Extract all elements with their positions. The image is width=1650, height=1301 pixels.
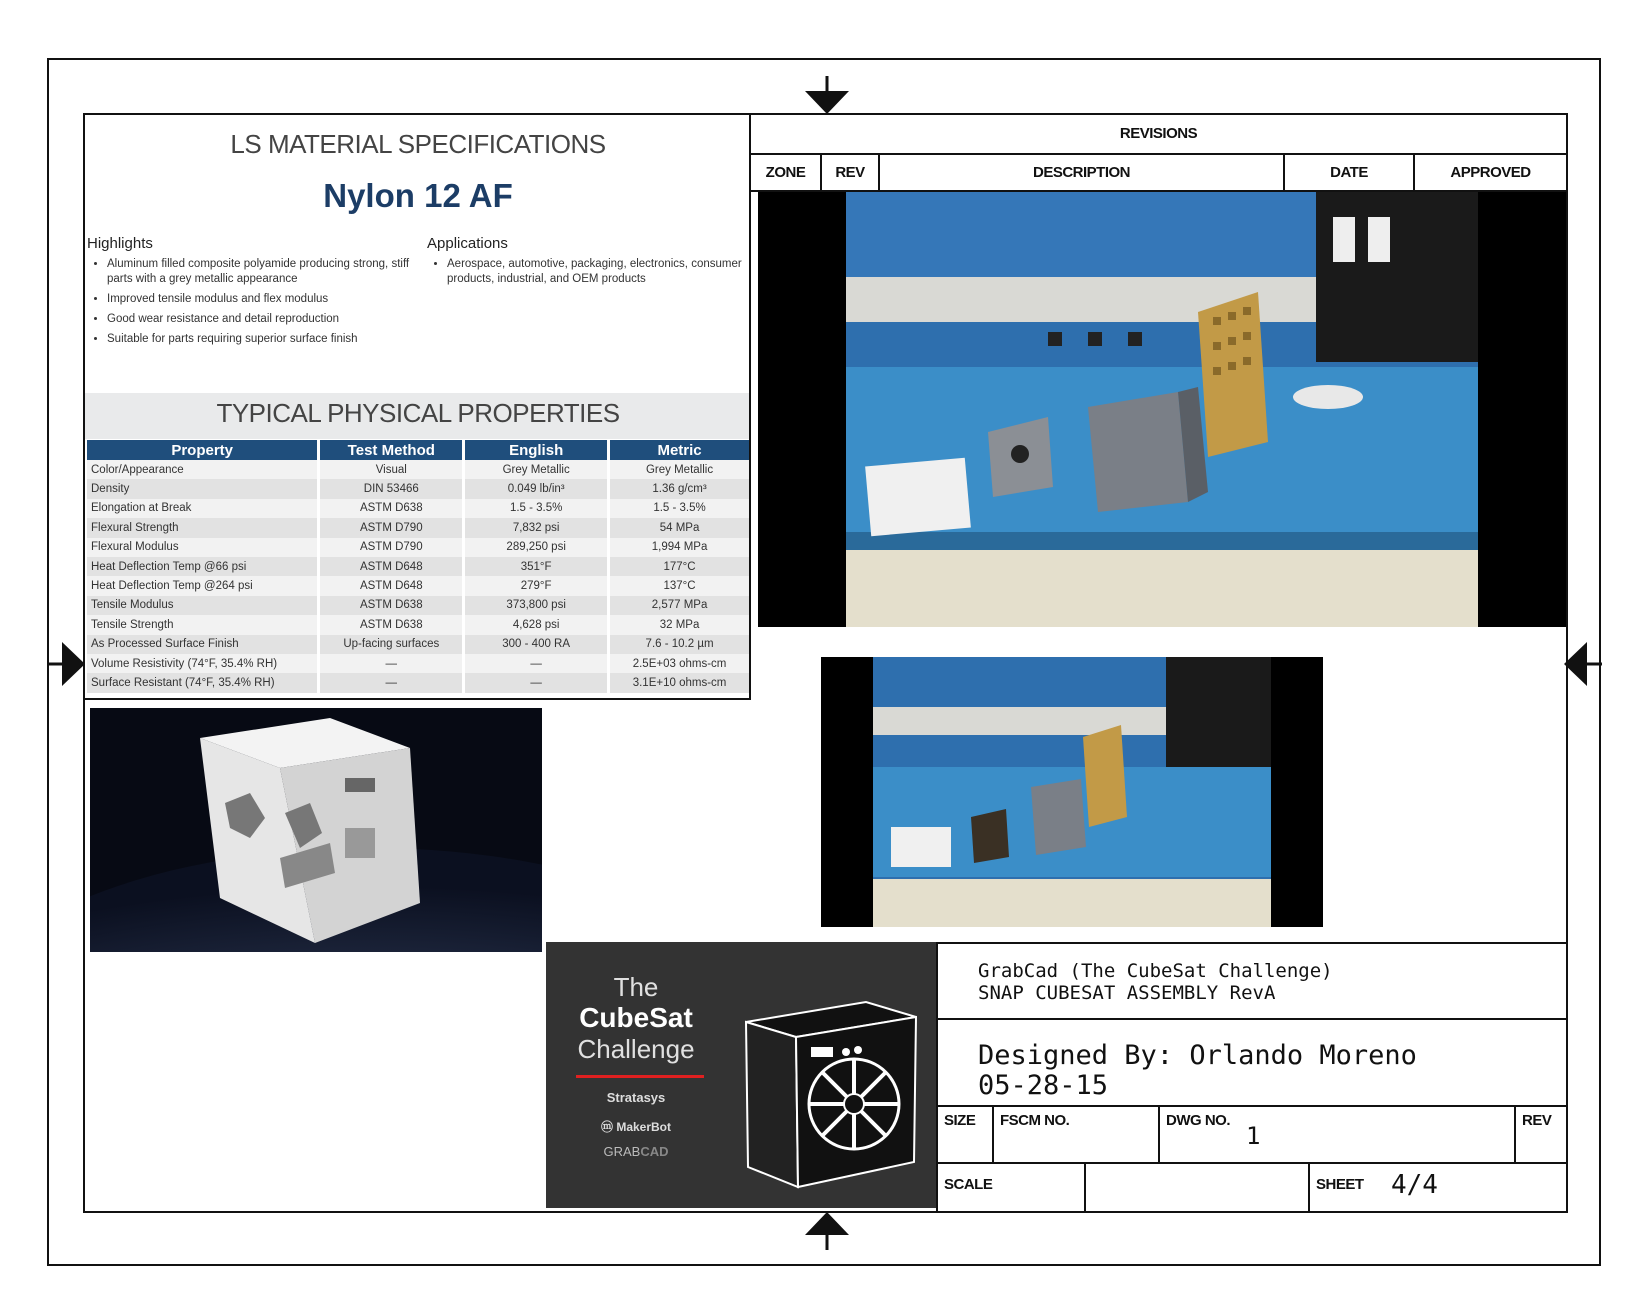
highlights-list [87,257,437,352]
table-row [87,596,749,615]
property-cell: Color/Appearance [87,460,319,479]
logo-accent-rule [576,1075,704,1078]
english-cell: 0.049 lb/in³ [464,479,609,498]
list-item: • Aerospace, automotive, packaging, electronics, consumer products, industrial, and OEM products [447,257,747,287]
lab-photo-small [821,657,1323,927]
metric-cell: 1.36 g/cm³ [609,479,749,498]
table-row [87,518,749,537]
metric-cell: 1.5 - 3.5% [609,499,749,518]
metric-cell: 3.1E+10 ohms-cm [609,673,749,692]
sponsor-makerbot: ⓜ MakerBot [600,1120,672,1134]
metric-cell: 7.6 - 10.2 µm [609,635,749,654]
english-cell: 289,250 psi [464,538,609,557]
metric-cell: Grey Metallic [609,460,749,479]
rev-col-zone: ZONE [751,155,822,190]
test-method-cell: DIN 53466 [319,479,464,498]
test-method-cell: ASTM D790 [319,538,464,557]
test-method-cell: ASTM D638 [319,596,464,615]
metric-cell: 54 MPa [609,518,749,537]
test-method-cell: ASTM D638 [319,499,464,518]
table-row [87,460,749,479]
metric-cell: 2,577 MPa [609,596,749,615]
size-label: SIZE [944,1112,976,1129]
property-cell: As Processed Surface Finish [87,635,319,654]
property-cell: Tensile Modulus [87,596,319,615]
english-cell: 1.5 - 3.5% [464,499,609,518]
test-method-cell: ASTM D648 [319,576,464,595]
cubesat-line-art-icon [736,992,926,1192]
designer: Designed By: Orlando Moreno [978,1040,1417,1071]
sponsor-stratasys: Stratasys [606,1090,666,1105]
lab-photo-large [758,192,1566,627]
table-row [87,673,749,692]
sponsor-grabcad: GRABCAD [603,1144,669,1159]
properties-title: TYPICAL PHYSICAL PROPERTIES [216,398,620,428]
col-header-property: Property [87,440,319,460]
rev-col-approved: APPROVED [1450,164,1531,181]
spec-title: LS MATERIAL SPECIFICATIONS [230,129,606,159]
sheet-number: 4/4 [1391,1170,1438,1200]
scale-label: SCALE [944,1176,993,1193]
english-cell: 373,800 psi [464,596,609,615]
property-cell: Density [87,479,319,498]
spec-product-name: Nylon 12 AF [323,177,513,214]
fscm-label: FSCM NO. [1000,1112,1070,1129]
metric-cell: 1,994 MPa [609,538,749,557]
rev-col-date: DATE [1285,155,1415,190]
english-cell: — [464,654,609,673]
list-item: • Improved tensile modulus and flex modulus [107,292,437,307]
project-title-line2: SNAP CUBESAT ASSEMBLY RevA [978,982,1276,1004]
test-method-cell: — [319,654,464,673]
bottom-center-arrow-icon [803,1210,851,1250]
table-row [87,615,749,634]
test-method-cell: Up-facing surfaces [319,635,464,654]
right-center-arrow-icon [1562,640,1602,688]
project-title-line1: GrabCad (The CubeSat Challenge) [978,960,1333,982]
property-cell: Volume Resistivity (74°F, 35.4% RH) [87,654,319,673]
test-method-cell: ASTM D638 [319,615,464,634]
table-row [87,538,749,557]
rev-col-description: DESCRIPTION [880,155,1285,190]
english-cell: 4,628 psi [464,615,609,634]
metric-cell: 32 MPa [609,615,749,634]
col-header-metric: Metric [609,440,749,460]
rev-label: REV [1522,1112,1552,1129]
property-cell: Flexural Strength [87,518,319,537]
property-cell: Flexural Modulus [87,538,319,557]
list-item: • Good wear resistance and detail reproduction [107,312,437,327]
cubesat-render-image [90,708,542,952]
property-cell: Heat Deflection Temp @66 psi [87,557,319,576]
applications-list [427,257,747,292]
col-header-test-method: Test Method [319,440,464,460]
metric-cell: 137°C [609,576,749,595]
top-center-arrow-icon [803,76,851,116]
cubesat-challenge-logo-panel [546,942,936,1208]
table-row [87,654,749,673]
test-method-cell: Visual [319,460,464,479]
left-center-arrow-icon [47,640,87,688]
rev-col-rev: REV [822,155,880,190]
table-row [87,499,749,518]
logo-cubesat: CubeSat [579,1002,693,1033]
english-cell: 351°F [464,557,609,576]
metric-cell: 177°C [609,557,749,576]
col-header-english: English [464,440,609,460]
list-item: • Suitable for parts requiring superior surface finish [107,332,437,347]
english-cell: — [464,673,609,692]
property-cell: Heat Deflection Temp @264 psi [87,576,319,595]
table-row [87,557,749,576]
property-cell: Surface Resistant (74°F, 35.4% RH) [87,673,319,692]
english-cell: 7,832 psi [464,518,609,537]
english-cell: 300 - 400 RA [464,635,609,654]
table-row [87,479,749,498]
drawing-date: 05-28-15 [978,1070,1109,1101]
table-row [87,635,749,654]
title-block [936,942,1568,1212]
test-method-cell: — [319,673,464,692]
test-method-cell: ASTM D790 [319,518,464,537]
highlights-heading: Highlights [87,235,153,252]
english-cell: Grey Metallic [464,460,609,479]
revisions-block [751,115,1566,190]
logo-the: The [613,972,659,1002]
logo-challenge: Challenge [577,1034,695,1064]
dwg-number: 1 [1246,1122,1261,1150]
metric-cell: 2.5E+03 ohms-cm [609,654,749,673]
sheet-label: SHEET [1316,1176,1364,1193]
test-method-cell: ASTM D648 [319,557,464,576]
dwg-label: DWG NO. [1166,1112,1230,1129]
makerbot-icon: ⓜ [600,1120,617,1134]
table-row [87,576,749,595]
property-cell: Tensile Strength [87,615,319,634]
properties-table [87,440,749,693]
applications-heading: Applications [427,235,508,252]
material-spec-sheet [85,115,751,700]
english-cell: 279°F [464,576,609,595]
revisions-title: REVISIONS [751,115,1566,155]
property-cell: Elongation at Break [87,499,319,518]
list-item: • Aluminum filled composite polyamide producing strong, stiff parts with a grey metallic appearance [107,257,437,287]
